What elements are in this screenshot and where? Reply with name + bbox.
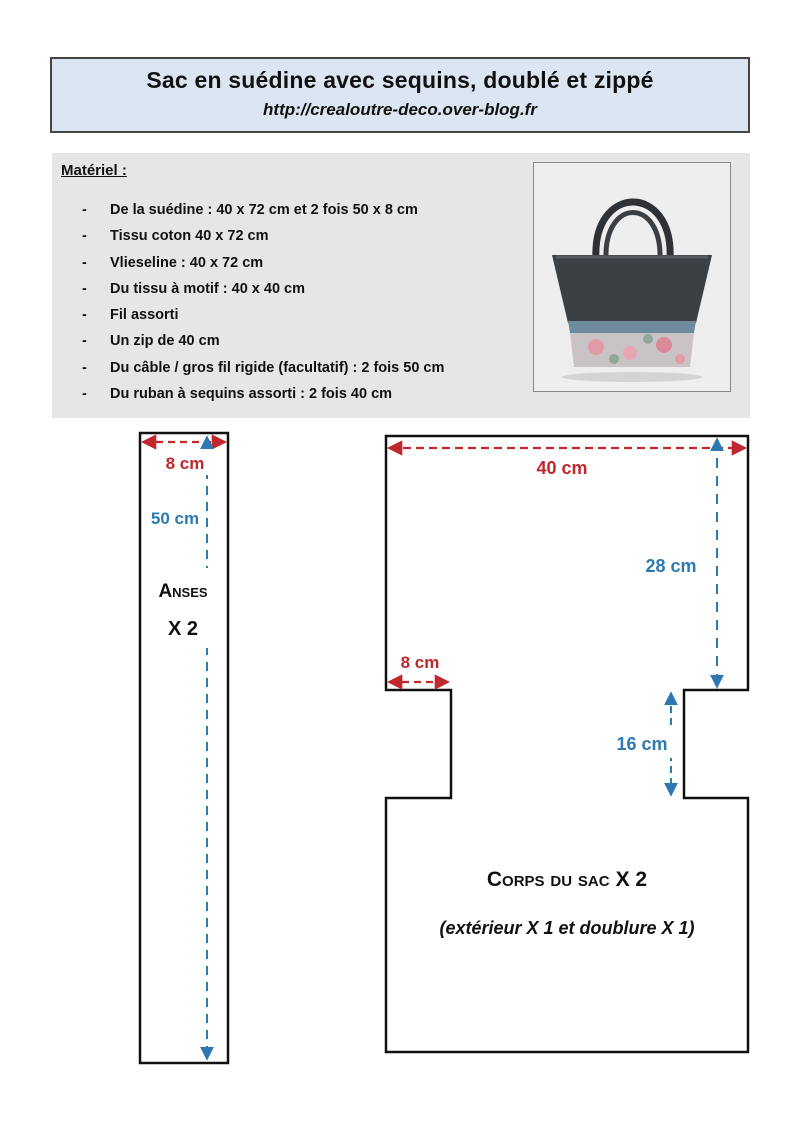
body-piece-count: X 2 <box>615 868 648 891</box>
list-item: - Fil assorti <box>82 307 179 324</box>
handle-length-label: 50 cm <box>150 509 200 528</box>
handle-width-label: 8 cm <box>165 454 205 473</box>
notch-width-label: 8 cm <box>400 653 440 672</box>
body-piece-title <box>487 868 647 891</box>
list-item: - Du tissu à motif : 40 x 40 cm <box>82 280 306 297</box>
list-item: - Vlieseline : 40 x 72 cm <box>82 254 264 271</box>
list-item: - De la suédine : 40 x 72 cm et 2 fois 50 x 8 cm <box>82 202 418 218</box>
blog-url[interactable]: http://crealoutre-deco.over-blog.fr <box>263 100 537 119</box>
list-item: - Du câble / gros fil rigide (facultatif) : 2 fois 50 cm <box>82 359 445 376</box>
materials-heading: Matériel : <box>61 162 127 179</box>
body-piece-name: Corps du sac <box>486 868 610 891</box>
body-width-label: 40 cm <box>536 458 588 478</box>
body-piece-note: (extérieur X 1 et doublure X 1) <box>439 918 695 938</box>
handle-piece-name: Anses <box>158 581 208 602</box>
page-title: Sac en suédine avec sequins, doublé et zippé <box>146 67 654 93</box>
list-item: - Tissu coton 40 x 72 cm <box>82 228 269 245</box>
list-item: - Un zip de 40 cm <box>82 333 220 350</box>
notch-height-label: 16 cm <box>616 734 668 754</box>
list-item: - Du ruban à sequins assorti : 2 fois 40 cm <box>82 386 393 403</box>
body-piece-outline <box>386 436 748 1052</box>
body-height-label: 28 cm <box>645 556 697 576</box>
handle-piece-count: X 2 <box>167 618 199 640</box>
